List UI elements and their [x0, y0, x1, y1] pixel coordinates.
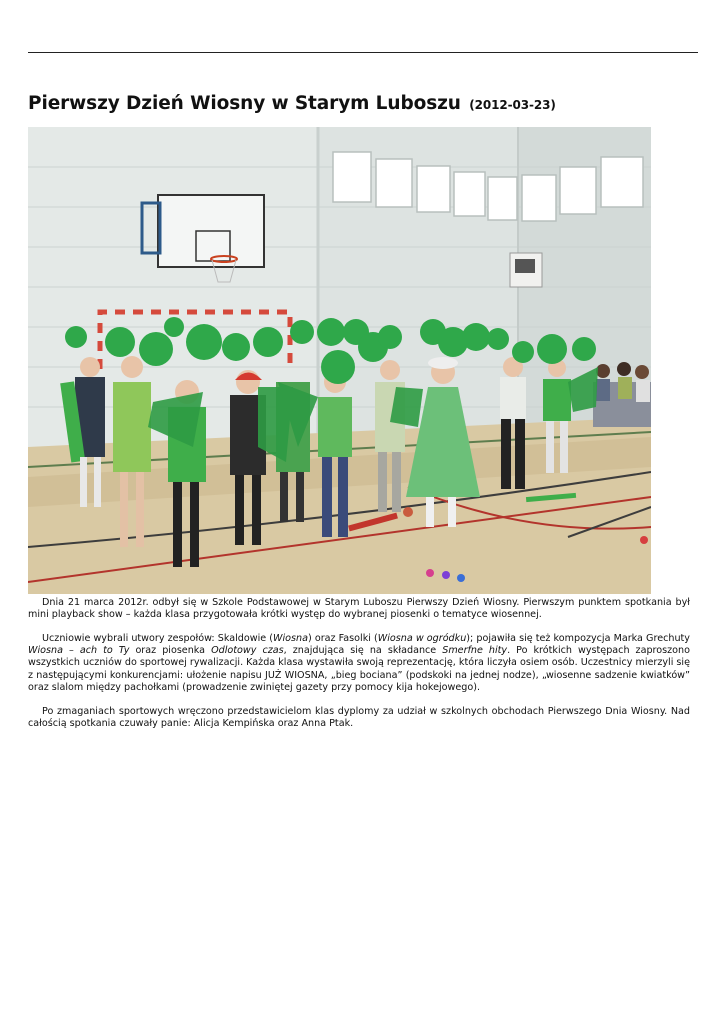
- italic-title-text: Odlotowy czas: [211, 645, 284, 657]
- paragraph-text: ) oraz Fasolki (: [307, 633, 378, 645]
- article-date: (2012-03-23): [469, 98, 556, 112]
- paragraph-text: , znajdująca się na składance: [283, 645, 443, 657]
- italic-title-text: Wiosna: [273, 633, 308, 645]
- paragraph-text: oraz piosenka: [129, 645, 212, 657]
- paragraph: [28, 597, 690, 621]
- header-rule: [28, 52, 698, 53]
- article-body: [28, 597, 690, 742]
- italic-title-text: Wiosna w ogródku: [377, 633, 467, 645]
- paragraph: [28, 633, 690, 693]
- italic-title-text: Wiosna – ach to Ty: [28, 645, 130, 657]
- italic-title-text: Smerfne hity: [442, 645, 508, 657]
- paragraph-text: . Po krótkich występach zaproszono wszystkich uczniów do sportowej rywalizacji. Każda klasa wystawiła swoją reprezentację, która liczyła osiem osób. Uczestnicy mierzyli się z następującymi konkurencjami: ułożenie napisu JUŻ WIOSNA, „bieg bociana” (podskoki na jednej nodze), „wiosenne sadzenie kwiatków” oraz slalom między pachołkami (prowadzenie zwiniętej gazety przy pomocy kija hokejowego).: [28, 645, 691, 693]
- paragraph-text: ); pojawiła się też kompozycja Marka Grechuty: [466, 633, 690, 645]
- event-photo: [28, 127, 651, 594]
- paragraph-text: Dnia 21 marca 2012r. odbył się w Szkole Podstawowej w Starym Luboszu Pierwszy Dzień Wiosny. Pierwszym punktem spotkania był mini playback show – każda klasa przygotowała krótki występ do wybranej piosenki o tematyce wiosennej.: [28, 597, 690, 621]
- paragraph-text: Uczniowie wybrali utwory zespołów: Skaldowie (: [42, 633, 273, 645]
- paragraph-text: Po zmaganiach sportowych wręczono przedstawicielom klas dyplomy za udział w szkolnych obchodach Pierwszego Dnia Wiosny. Nad całością spotkania czuwały panie: Alicja Kempińska oraz Anna Ptak.: [28, 705, 690, 729]
- paragraph: [28, 706, 690, 730]
- article-title: [28, 93, 556, 114]
- title-text: Pierwszy Dzień Wiosny w Starym Luboszu: [28, 93, 461, 114]
